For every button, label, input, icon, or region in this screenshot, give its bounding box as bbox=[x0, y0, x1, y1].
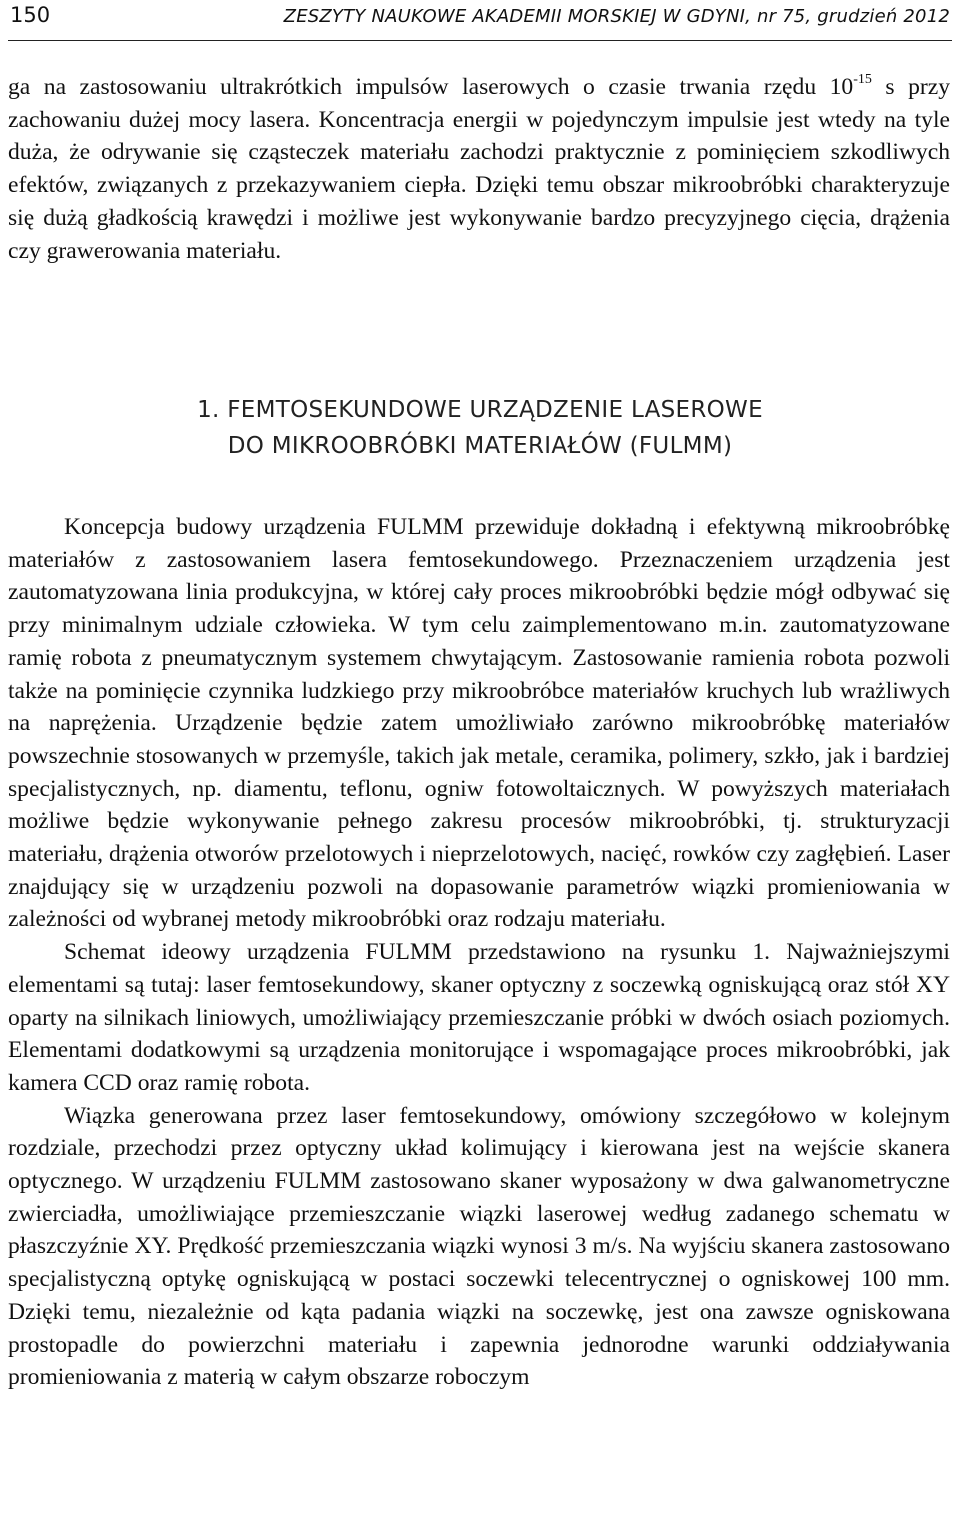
body-paragraph: Koncepcja budowy urządzenia FULMM przewiduje dokładną i efektywną mikroobróbkę materiałów z zastosowaniem lasera femtosekundowego. Przeznaczeniem urządzenia jest zautomatyzowana linia produkcyjna, w której cały proces mikroobróbki będzie mógł odbywać się przy minimalnym udziale człowieka. W tym celu zaimplementowano m.in. zautomatyzowane ramię robota z pneumatycznym systemem chwytającym. Zastosowanie ramienia robota pozwoli także na pominięcie czynnika ludzkiego przy mikroobróbce materiałów kruchych lub wrażliwych na naprężenia. Urządzenie będzie zatem umożliwiało zarówno mikroobróbkę materiałów powszechnie stosowanych w przemyśle, takich jak metale, ceramika, polimery, szkło, jak i bardziej specjalistycznych, np. diamentu, teflonu, ogniw fotowoltaicznych. W powyższych materiałach możliwe będzie wykonywanie pełnego zakresu procesów mikroobróbki, tj. strukturyzacji materiału, drążenia otworów przelotowych i nieprzelotowych, nacięć, rowków czy zagłębień. Laser znajdujący się w urządzeniu pozwoli na dopasowanie parametrów wiązki promieniowania w zależności od wybranej metody mikroobróbki oraz rodzaju materiału. bbox=[8, 514, 950, 933]
journal-title: ZESZYTY NAUKOWE AKADEMII MORSKIEJ W GDYNI, nr 75, grudzień 2012 bbox=[283, 6, 950, 27]
intro-text bbox=[8, 71, 950, 267]
running-header bbox=[8, 0, 952, 41]
page-number: 150 bbox=[10, 3, 51, 27]
intro-text-start: ga na zastosowaniu ultrakrótkich impulsów laserowych o czasie trwania rzędu 10 bbox=[8, 74, 854, 100]
section-heading bbox=[0, 392, 960, 464]
section-body bbox=[8, 511, 950, 1394]
section-heading-line-2: DO MIKROOBRÓBKI MATERIAŁÓW (FULMM) bbox=[227, 433, 733, 459]
section-heading-line-1: 1. FEMTOSEKUNDOWE URZĄDZENIE LASEROWE bbox=[197, 397, 763, 423]
body-paragraph: Wiązka generowana przez laser femtosekundowy, omówiony szczegółowo w kolejnym rozdziale, przechodzi przez optyczny układ kolimujący i kierowana jest na wejście skanera optycznego. W urządzeniu FULMM zastosowano skaner wyposażony w dwa galwanometryczne zwierciadła, umożliwiające przemieszczanie wiązki laserowej według zadanego schematu w płaszczyźnie XY. Prędkość przemieszczania wiązki wynosi 3 m/s. Na wyjściu skanera zastosowano specjalistyczną optykę ogniskującą w postaci soczewki telecentrycznej o ogniskowej 100 mm. Dzięki temu, niezależnie od kąta padania wiązki na soczewkę, jest ona zawsze ogniskowana prostopadle do powierzchni materiału i zapewnia jednorodne warunki oddziaływania promieniowania z materią w całym obszarze roboczym bbox=[8, 1102, 950, 1391]
body-paragraph: Schemat ideowy urządzenia FULMM przedstawiono na rysunku 1. Najważniejszymi elementami są tutaj: laser femtosekundowy, skaner optyczny z soczewką ogniskującą oraz stół XY oparty na silnikach liniowych, umożliwiający przemieszczanie próbki w dwóch osiach poziomych. Elementami dodatkowymi są urządzenia monitorujące i wspomagające proces mikroobróbki, jak kamera CCD oraz ramię robota. bbox=[8, 939, 950, 1096]
exponent: -15 bbox=[853, 72, 872, 88]
intro-text-end: s przy zachowaniu dużej mocy lasera. Koncentracja energii w pojedynczym impulsie jest wtedy na tyle duża, że odrywanie się cząsteczek materiału zachodzi praktycznie z pominięciem szkodliwych efektów, związanych z przekazywaniem ciepła. Dzięki temu obszar mikroobróbki charakteryzuje się dużą gładkością krawędzi i możliwe jest wykonywanie bardzo precyzyjnego cięcia, drążenia czy grawerowania materiału. bbox=[8, 74, 951, 264]
intro-paragraph bbox=[8, 71, 950, 267]
